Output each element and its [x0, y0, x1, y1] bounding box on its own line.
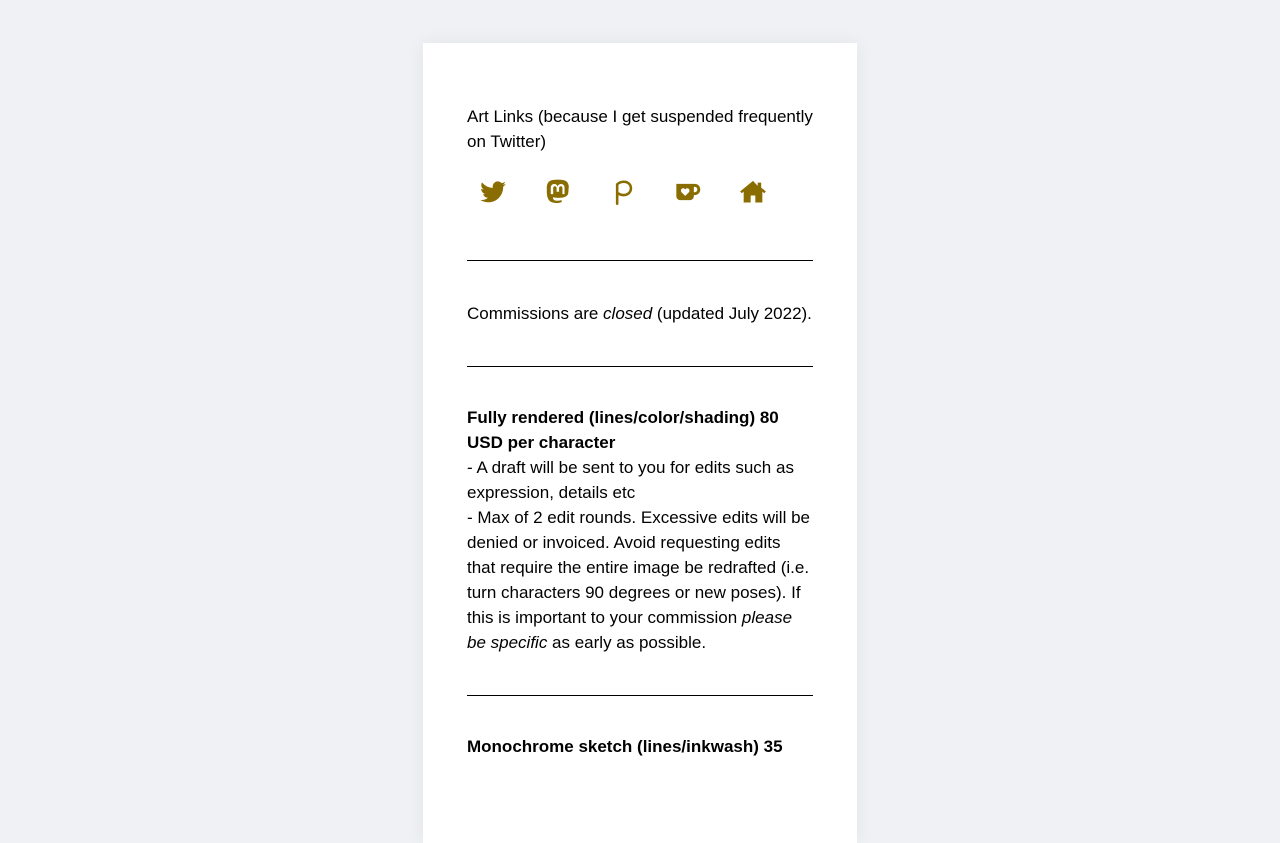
commission-status-section	[467, 261, 813, 367]
fully-rendered-title: Fully rendered (lines/color/shading) 80 USD per character	[467, 408, 779, 452]
picarto-icon[interactable]	[609, 178, 637, 206]
commission-status-text	[467, 301, 813, 326]
twitter-icon[interactable]	[479, 178, 507, 206]
status-prefix: Commissions are	[467, 304, 604, 323]
kofi-icon[interactable]	[674, 178, 702, 206]
art-links-heading: Art Links (because I get suspended frequently on Twitter)	[467, 107, 813, 151]
mastodon-icon[interactable]	[544, 178, 572, 206]
fully-rendered-line-1: - A draft will be sent to you for edits such as expression, details etc	[467, 458, 794, 502]
status-state: closed	[603, 304, 653, 323]
content-card	[423, 43, 857, 843]
art-links-section	[467, 104, 813, 261]
monochrome-title: Monochrome sketch (lines/inkwash) 35	[467, 737, 783, 756]
social-icons-row	[479, 176, 813, 208]
fully-rendered-line-2-suffix: as early as possible.	[547, 633, 707, 652]
fully-rendered-line-2-prefix: - Max of 2 edit rounds. Excessive edits will be denied or invoiced. Avoid requesting edits that require the entire image be redrafted (i.e. turn characters 90 degrees or new poses). If this is important to your commission	[467, 508, 810, 627]
fully-rendered-line-2-emphasis: please be specific	[467, 608, 793, 652]
fully-rendered-section	[467, 367, 813, 696]
monochrome-section	[467, 696, 813, 759]
home-icon[interactable]	[739, 178, 767, 206]
status-suffix: (updated July 2022).	[652, 304, 812, 323]
fully-rendered-text	[467, 405, 813, 655]
monochrome-text	[467, 734, 813, 759]
